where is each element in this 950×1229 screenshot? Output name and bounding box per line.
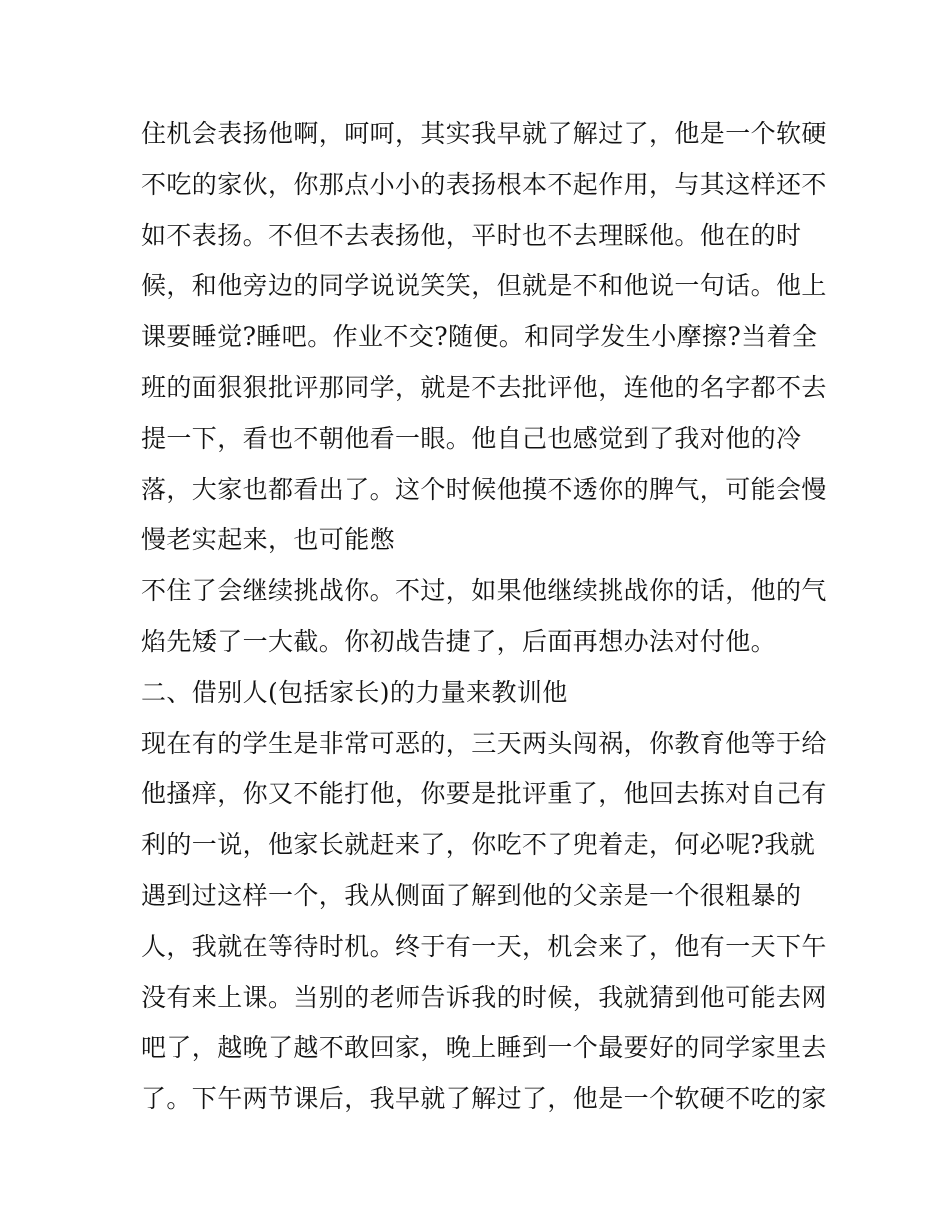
text-line: 慢老实起来，也可能憋 [141,525,396,555]
text-line: 不住了会继续挑战你。不过，如果他继续挑战你的话，他的气 [141,576,827,606]
text-line: 遇到过这样一个，我从侧面了解到他的父亲是一个很粗暴的 [141,880,802,910]
text-line: 落，大家也都看出了。这个时候他摸不透你的脾气，可能会慢 [141,474,827,504]
text-line: 没有来上课。当别的老师告诉我的时候，我就猜到他可能去网 [141,982,827,1012]
text-line: 提一下，看也不朝他看一眼。他自己也感觉到了我对他的冷 [141,423,802,453]
text-line: 现在有的学生是非常可恶的，三天两头闯祸，你教育他等于给 [141,728,827,758]
body-text [141,109,827,1125]
text-line: 课要睡觉?睡吧。作业不交?随便。和同学发生小摩擦?当着全 [141,322,818,352]
text-line: 吧了，越晚了越不敢回家，晚上睡到一个最要好的同学家里去 [141,1033,827,1063]
text-line: 不吃的家伙，你那点小小的表扬根本不起作用，与其这样还不 [141,169,827,199]
text-line: 班的面狠狠批评那同学，就是不去批评他，连他的名字都不去 [141,372,827,402]
text-line: 利的一说，他家长就赶来了，你吃不了兜着走，何必呢?我就 [141,830,816,860]
section-heading: 二、借别人(包括家长)的力量来教训他 [141,677,568,707]
text-line: 人，我就在等待时机。终于有一天，机会来了，他有一天下午 [141,931,827,961]
text-line: 如不表扬。不但不去表扬他，平时也不去理睬他。他在的时 [141,220,802,250]
text-line: 住机会表扬他啊，呵呵，其实我早就了解过了，他是一个软硬 [141,119,827,148]
text-line: 他搔痒，你又不能打他，你要是批评重了，他回去拣对自己有 [141,779,827,809]
text-line: 了。下午两节课后，我早就了解过了，他是一个软硬不吃的家 [141,1084,827,1114]
text-line: 候，和他旁边的同学说说笑笑，但就是不和他说一句话。他上 [141,271,827,301]
text-line: 焰先矮了一大截。你初战告捷了，后面再想办法对付他。 [141,626,777,656]
